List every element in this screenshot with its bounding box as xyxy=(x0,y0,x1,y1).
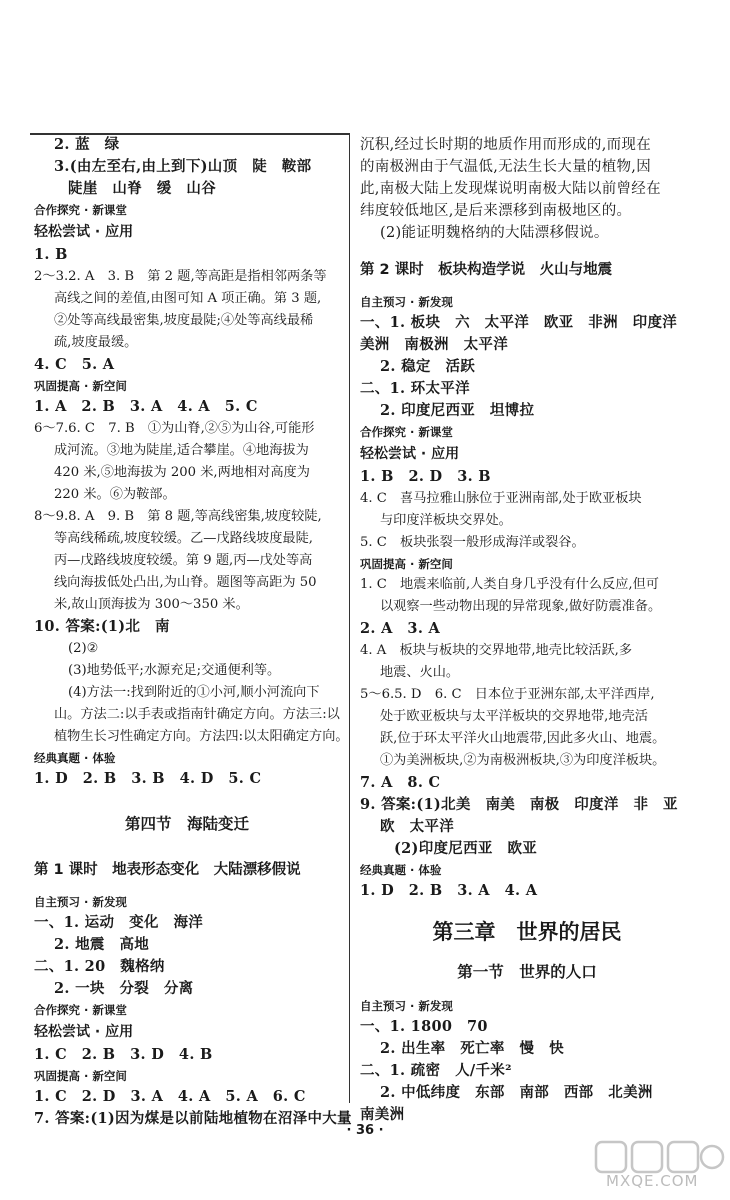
page-number: · 36 · xyxy=(346,1123,384,1138)
section-label: 巩固提高 · 新空间 xyxy=(34,1069,127,1083)
section-label: 轻松尝试 · 应用 xyxy=(360,446,460,462)
answer-line: 1. A 2. B 3. A 4. A 5. C xyxy=(34,398,258,415)
section-label: 合作探究 · 新课堂 xyxy=(34,1003,127,1017)
answer-line: 8～9.8. A 9. B 第 8 题,等高线密集,坡度较陡, xyxy=(34,509,322,524)
answer-line: 植物生长习性确定方向。方法四:以太阳确定方向。 xyxy=(54,729,349,744)
answer-line: 2. 地震 高地 xyxy=(54,936,150,953)
answer-line: 3.(由左至右,由上到下)山顶 陡 鞍部 xyxy=(54,158,312,175)
section-label: 轻松尝试 · 应用 xyxy=(34,224,134,240)
answer-line: 一、1. 板块 六 太平洋 欧亚 非洲 印度洋 xyxy=(360,314,678,331)
answer-line: 10. 答案:(1)北 南 xyxy=(34,618,170,635)
answer-line: ②处等高线最密集,坡度最陡;④处等高线最稀 xyxy=(54,313,314,328)
answer-line: 纬度较低地区,是后来漂移到南极地区的。 xyxy=(360,203,632,219)
section-label: 自主预习 · 新发现 xyxy=(34,895,127,909)
answer-line: (2)② xyxy=(68,641,99,656)
answer-line: 5. C 板块张裂一般形成海洋或裂谷。 xyxy=(360,535,585,550)
left-column xyxy=(34,134,352,1130)
answer-line: 1. C 地震来临前,人类自身几乎没有什么反应,但可 xyxy=(360,577,659,592)
section-label: 轻松尝试 · 应用 xyxy=(34,1024,134,1040)
section-title: 第一节 世界的人口 xyxy=(457,963,597,981)
lesson-title: 第 2 课时 板块构造学说 火山与地震 xyxy=(360,262,613,278)
chapter-title: 第三章 世界的居民 xyxy=(432,920,622,944)
answer-line: 线向海拔低处凸出,为山脊。题图等高距为 50 xyxy=(54,575,317,590)
answer-line: 1. C 2. B 3. D 4. B xyxy=(34,1046,213,1063)
answer-line: (3)地势低平;水源充足;交通便利等。 xyxy=(68,663,281,678)
answer-line: 欧 太平洋 xyxy=(380,818,454,835)
answer-line: 二、1. 疏密 人/千米² xyxy=(360,1062,512,1079)
answer-line: 2. 中低纬度 东部 南部 西部 北美洲 xyxy=(380,1084,653,1101)
answer-line: 220 米。⑥为鞍部。 xyxy=(54,487,176,502)
answer-line: 成河流。③地为陡崖,适合攀崖。④地海拔为 xyxy=(54,443,309,458)
answer-line: 二、1. 环太平洋 xyxy=(360,380,470,397)
answer-line: 2～3.2. A 3. B 第 2 题,等高距是指相邻两条等 xyxy=(34,269,327,284)
answer-line: 山。方法二:以手表或指南针确定方向。方法三:以 xyxy=(54,707,340,722)
section-label: 经典真题 · 体验 xyxy=(34,751,116,765)
right-column xyxy=(360,134,694,1126)
answer-line: 与印度洋板块交界处。 xyxy=(380,513,512,528)
answer-line: 2. 稳定 活跃 xyxy=(380,358,476,375)
answer-line: 跃,位于环太平洋火山地震带,因此多火山、地震。 xyxy=(380,731,666,746)
answer-line: 陡崖 山脊 缓 山谷 xyxy=(68,180,216,197)
answer-line: 此,南极大陆上发现煤说明南极大陆以前曾经在 xyxy=(360,181,661,197)
answer-line: 4. A 板块与板块的交界地带,地壳比较活跃,多 xyxy=(360,643,633,658)
section-label: 巩固提高 · 新空间 xyxy=(360,557,453,571)
lesson-title: 第 1 课时 地表形态变化 大陆漂移假说 xyxy=(34,862,301,878)
answer-line: 1. B xyxy=(34,246,68,263)
watermark-text: MXQE.COM xyxy=(606,1172,699,1190)
answer-line: 等高线稀疏,坡度较缓。乙—戊路线坡度最陡, xyxy=(54,531,313,546)
answer-line: 5～6.5. D 6. C 日本位于亚洲东部,太平洋西岸, xyxy=(360,687,655,702)
answer-line: 4. C 5. A xyxy=(34,356,115,373)
answer-line: 9. 答案:(1)北美 南美 南极 印度洋 非 亚 xyxy=(360,796,678,813)
answer-line: 4. C 喜马拉雅山脉位于亚洲南部,处于欧亚板块 xyxy=(360,491,642,506)
answer-line: 1. C 2. D 3. A 4. A 5. A 6. C xyxy=(34,1088,306,1105)
answer-line: 高线之间的差值,由图可知 A 项正确。第 3 题, xyxy=(54,291,322,306)
answer-line: 疏,坡度最缓。 xyxy=(54,335,138,350)
watermark-logo xyxy=(592,1138,726,1198)
answer-line: 处于欧亚板块与太平洋板块的交界地带,地壳活 xyxy=(380,709,648,724)
section-label: 自主预习 · 新发现 xyxy=(360,999,453,1013)
section-label: 巩固提高 · 新空间 xyxy=(34,379,127,393)
section-title: 第四节 海陆变迁 xyxy=(124,815,249,833)
answer-line: 2. A 3. A xyxy=(360,620,441,637)
section-label: 经典真题 · 体验 xyxy=(360,863,442,877)
answer-line: 一、1. 运动 变化 海洋 xyxy=(34,914,204,931)
answer-line: 7. 答案:(1)因为煤是以前陆地植物在沼泽中大量 xyxy=(34,1110,352,1127)
answer-line: 丙—戊路线坡度较缓。第 9 题,丙—戊处等高 xyxy=(54,553,313,568)
section-label: 自主预习 · 新发现 xyxy=(360,295,453,309)
answer-line: 米,故山顶海拔为 300～350 米。 xyxy=(54,597,249,612)
answer-line: 沉积,经过长时期的地质作用而形成的,而现在 xyxy=(360,137,652,153)
answer-line: 以观察一些动物出现的异常现象,做好防震准备。 xyxy=(380,599,662,614)
section-label: 合作探究 · 新课堂 xyxy=(34,203,127,217)
answer-line: (2)印度尼西亚 欧亚 xyxy=(394,840,538,857)
answer-line: 南美洲 xyxy=(360,1106,405,1123)
answer-line: 一、1. 1800 70 xyxy=(360,1018,488,1035)
answer-line: 2. 蓝 绿 xyxy=(54,136,120,153)
answer-line: 2. 出生率 死亡率 慢 快 xyxy=(380,1040,564,1057)
answer-line: 1. B 2. D 3. B xyxy=(360,468,491,485)
answer-line: 美洲 南极洲 太平洋 xyxy=(360,336,508,353)
answer-line: 420 米,⑤地海拔为 200 米,两地相对高度为 xyxy=(54,465,310,480)
answer-line: ①为美洲板块,②为南极洲板块,③为印度洋板块。 xyxy=(380,753,666,768)
answer-line: 1. D 2. B 3. A 4. A xyxy=(360,882,538,899)
answer-line: 2. 印度尼西亚 坦博拉 xyxy=(380,402,535,419)
section-label: 合作探究 · 新课堂 xyxy=(360,425,453,439)
answer-line: 6～7.6. C 7. B ①为山脊,②⑤为山谷,可能形 xyxy=(34,421,315,436)
answer-line: 的南极洲由于气温低,无法生长大量的植物,因 xyxy=(360,159,652,175)
column-divider xyxy=(349,133,350,1103)
answer-line: 1. D 2. B 3. B 4. D 5. C xyxy=(34,770,262,787)
answer-line: (4)方法一:找到附近的①小河,顺小河流向下 xyxy=(68,685,320,700)
answer-line: 2. 一块 分裂 分离 xyxy=(54,980,194,997)
answer-line: (2)能证明魏格纳的大陆漂移假说。 xyxy=(380,225,609,241)
answer-line: 二、1. 20 魏格纳 xyxy=(34,958,165,975)
answer-line: 地震、火山。 xyxy=(380,665,460,680)
answer-line: 7. A 8. C xyxy=(360,774,441,791)
